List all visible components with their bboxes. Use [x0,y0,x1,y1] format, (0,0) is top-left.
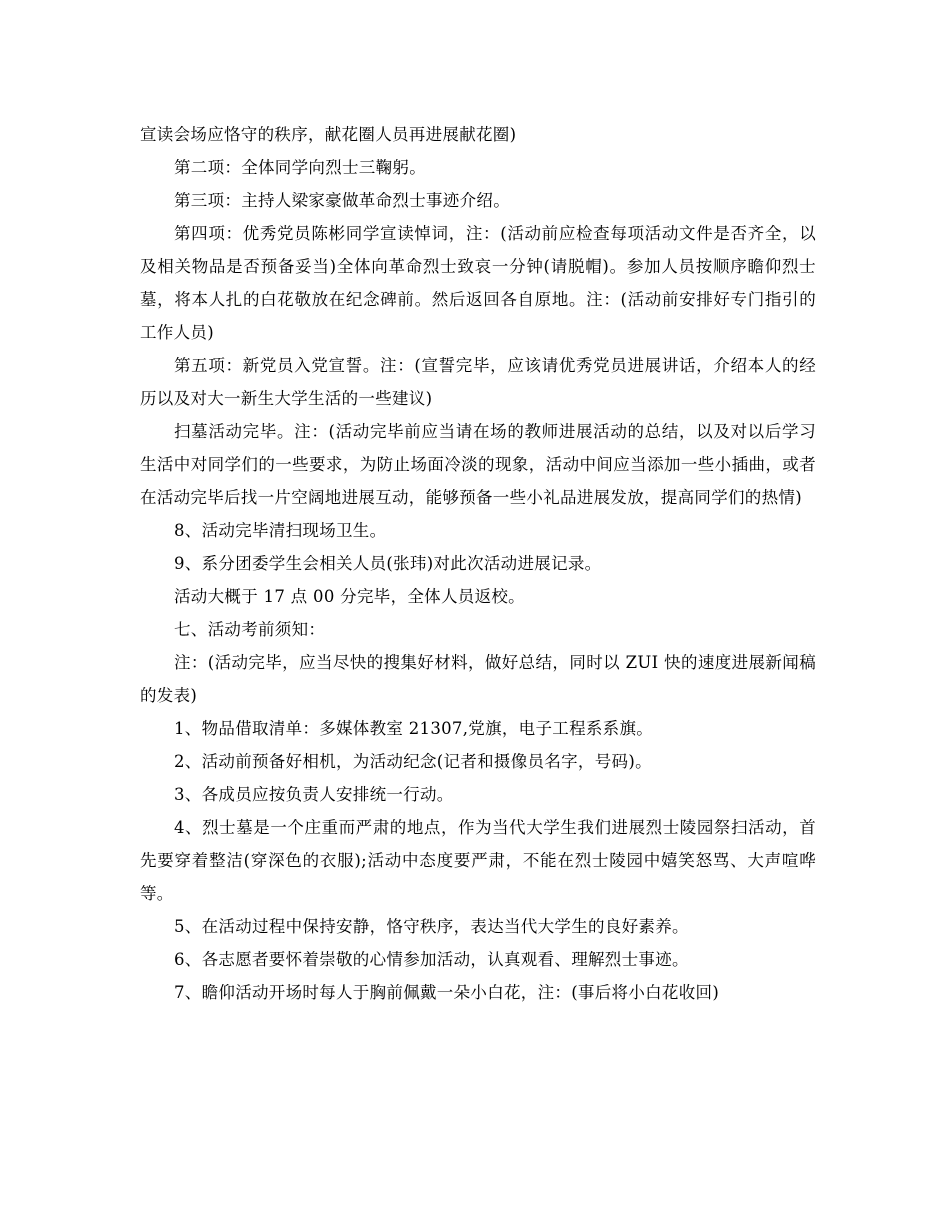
paragraph-10: 七、活动考前须知： [174,620,326,639]
paragraph-6: 扫墓活动完毕。注：(活动完毕前应当请在场的教师进展活动的总结，以及对以后学习生活中对同学们的一些要求，为防止场面冷淡的现象，活动中间应当添加一些小插曲，或者在活动完毕后找一片空阔地进展互动，能够预备一些小礼品进展发放，提高同学们的热情) [140,422,816,507]
paragraph-16: 5、在活动过程中保持安静，恪守秩序，表达当代大学生的良好素养。 [174,917,689,936]
paragraph-7: 8、活动完毕清扫现场卫生。 [174,521,387,540]
paragraph-1: 宣读会场应恪守的秩序，献花圈人员再进展献花圈) [140,125,517,144]
paragraph-3: 第三项：主持人梁家豪做革命烈士事迹介绍。 [174,191,510,210]
paragraph-12: 1、物品借取清单：多媒体教室 21307,党旗，电子工程系系旗。 [174,719,654,738]
paragraph-15: 4、烈士墓是一个庄重而严肃的地点，作为当代大学生我们进展烈士陵园祭扫活动，首先要穿着整洁(穿深色的衣服);活动中态度要严肃，不能在烈士陵园中嬉笑怒骂、大声喧哗等。 [140,818,816,903]
paragraph-5: 第五项：新党员入党宣誓。注：(宣誓完毕，应该请优秀党员进展讲话，介绍本人的经历以及对大一新生大学生活的一些建议) [140,356,816,408]
paragraph-14: 3、各成员应按负责人安排统一行动。 [174,785,454,804]
paragraph-9: 活动大概于 17 点 00 分完毕，全体人员返校。 [174,587,525,606]
paragraph-13: 2、活动前预备好相机，为活动纪念(记者和摄像员名字，号码)。 [174,752,652,771]
paragraph-4: 第四项：优秀党员陈彬同学宣读悼词，注：(活动前应检查每项活动文件是否齐全，以及相关物品是否预备妥当)全体向革命烈士致哀一分钟(请脱帽)。参加人员按顺序瞻仰烈士墓，将本人扎的白花敬放在纪念碑前。然后返回各自原地。注：(活动前安排好专门指引的工作人员) [140,224,816,342]
paragraph-18: 7、瞻仰活动开场时每人于胸前佩戴一朵小白花，注：(事后将小白花收回) [174,983,720,1002]
paragraph-2: 第二项：全体同学向烈士三鞠躬。 [174,158,426,177]
document-body [140,118,816,1009]
paragraph-8: 9、系分团委学生会相关人员(张玮)对此次活动进展记录。 [174,554,602,573]
paragraph-11: 注：(活动完毕，应当尽快的搜集好材料，做好总结，同时以 ZUI 快的速度进展新闻稿的发表) [140,653,816,705]
paragraph-17: 6、各志愿者要怀着崇敬的心情参加活动，认真观看、理解烈士事迹。 [174,950,689,969]
